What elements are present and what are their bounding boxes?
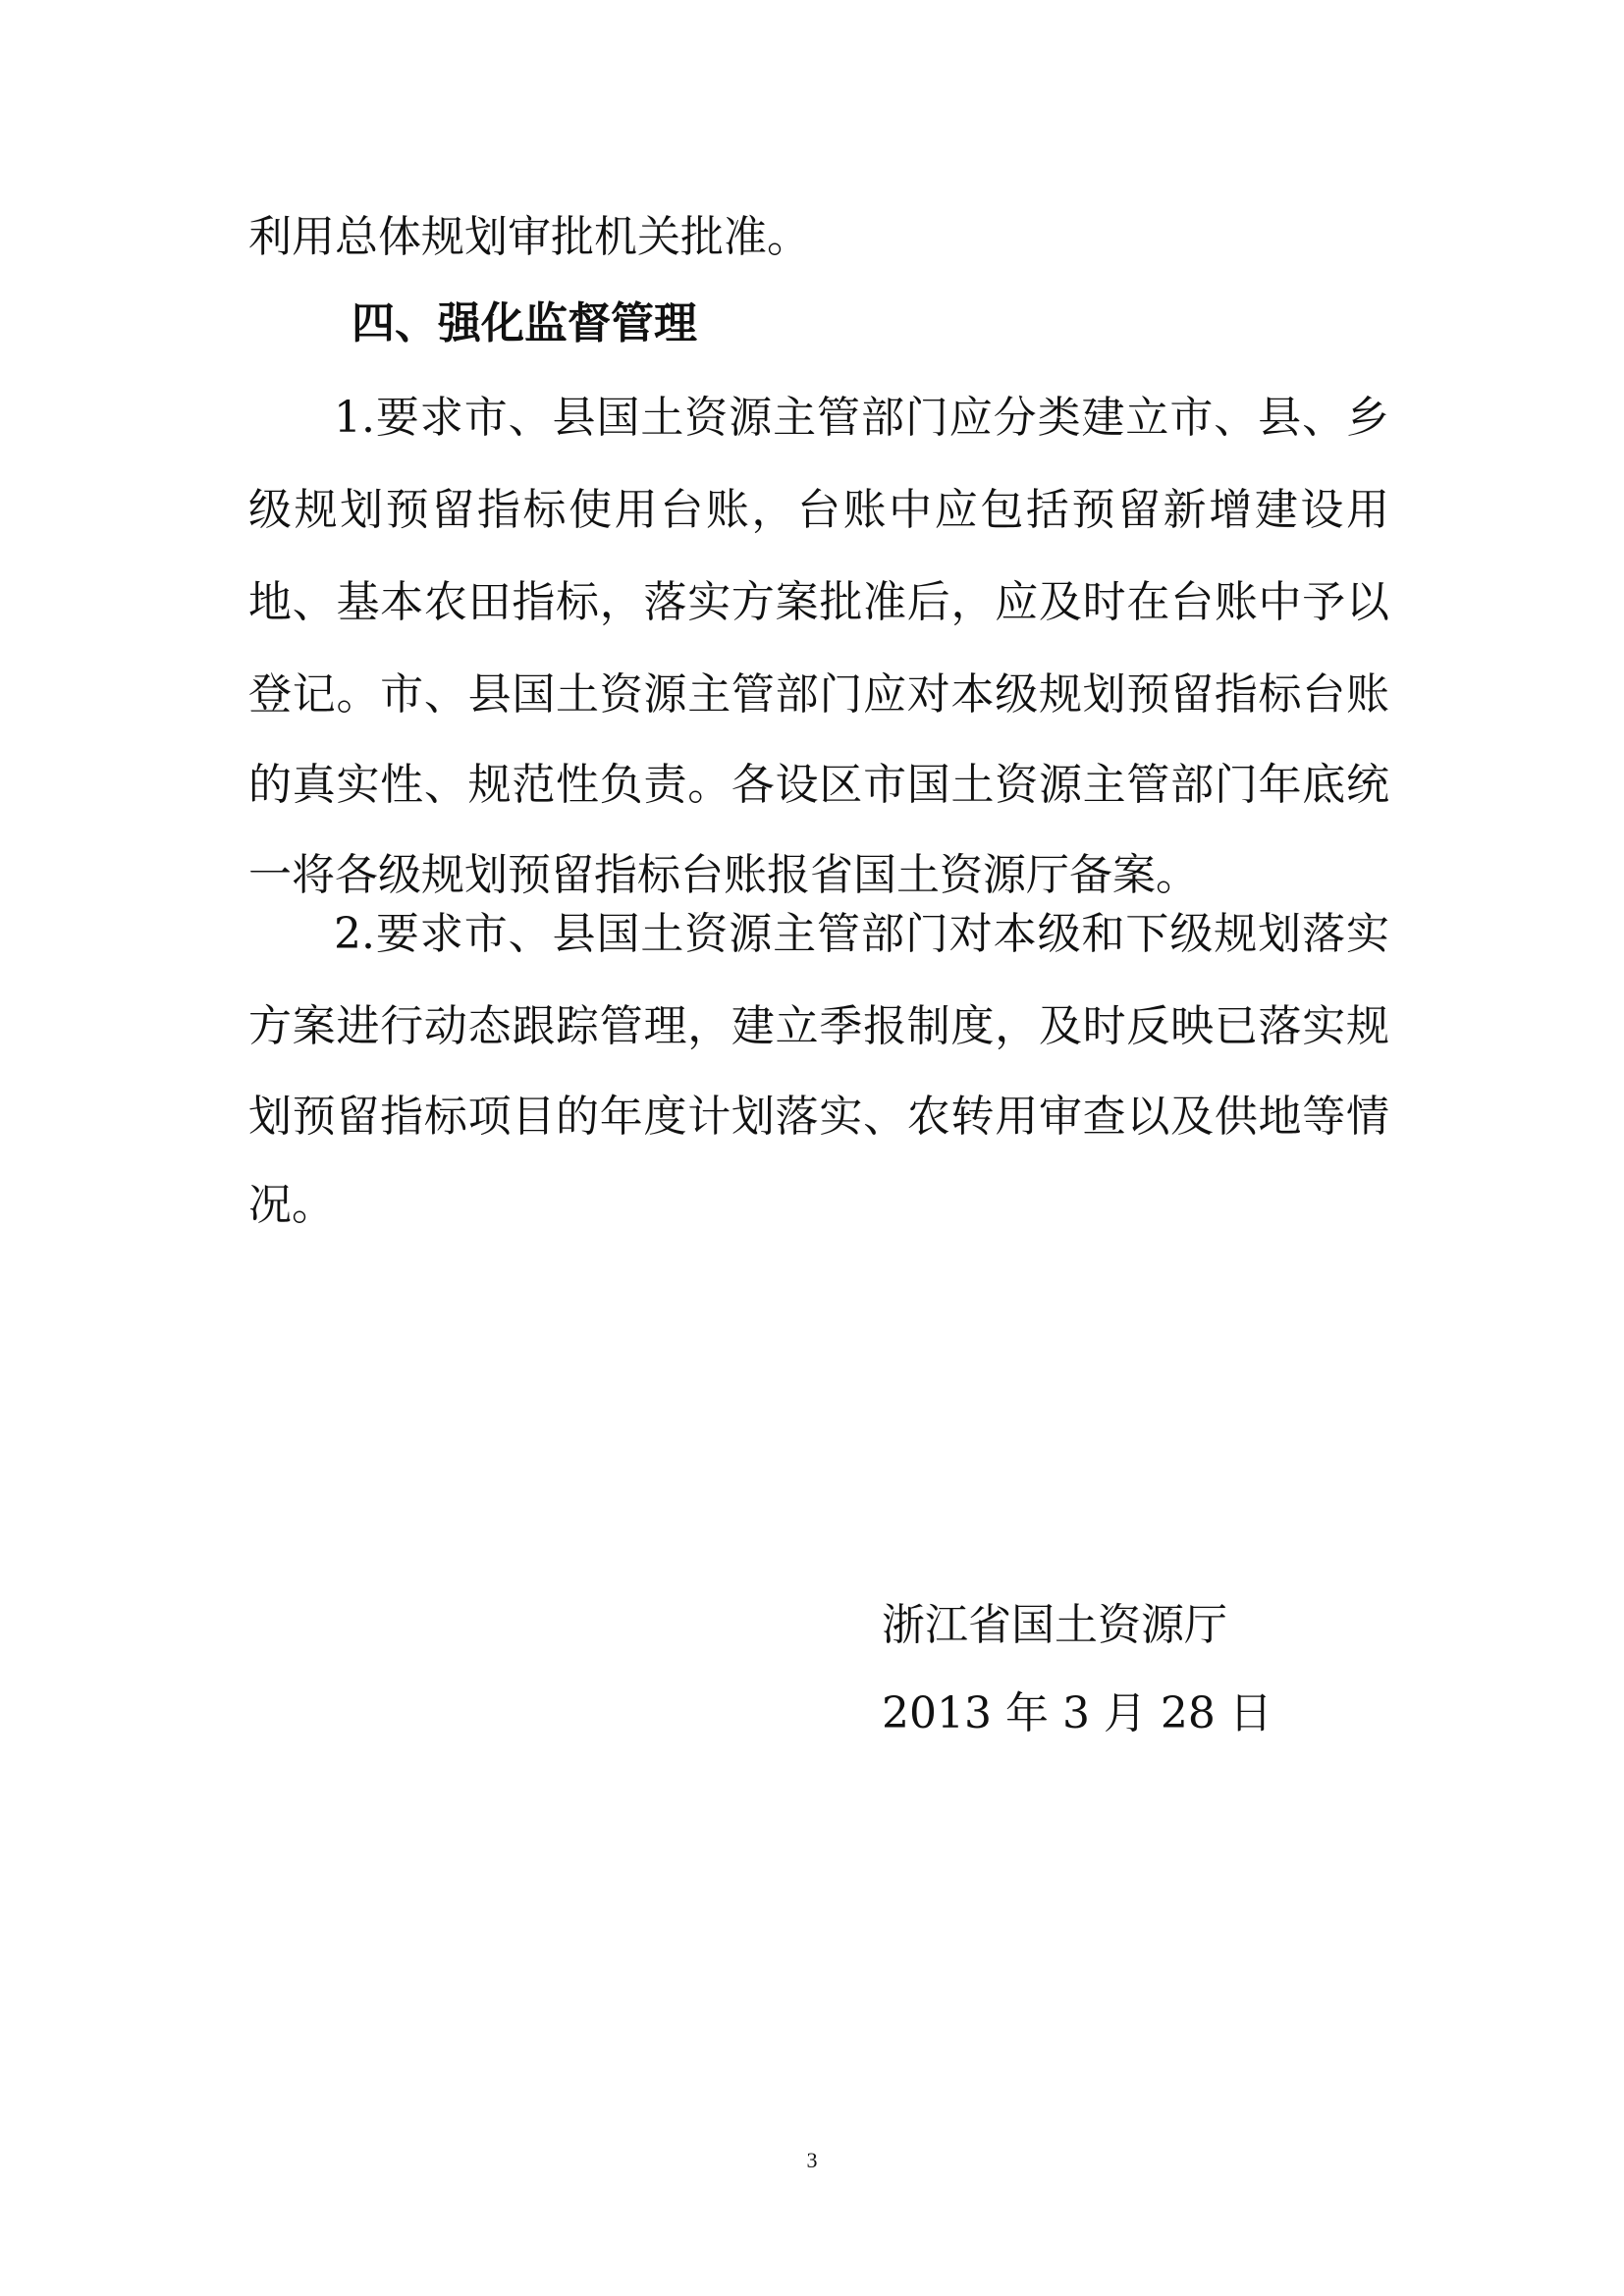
page-number: 3 [806,2148,818,2172]
paragraph-1-line: 地、基本农田指标，落实方案批准后，应及时在台账中予以 [248,577,1389,627]
issue-date: 2013 年 3 月 28 日 [882,1688,1272,1738]
paragraph-1-line: 的真实性、规范性负责。各设区市国土资源主管部门年底统 [248,760,1389,810]
paragraph-2-line: 况。 [248,1180,335,1230]
paragraph-1-line: 级规划预留指标使用台账，台账中应包括预留新增建设用 [248,485,1389,535]
paragraph-1-line: 登记。市、县国土资源主管部门应对本级规划预留指标台账 [248,669,1389,720]
paragraph-2-line: 划预留指标项目的年度计划落实、农转用审查以及供地等情 [248,1092,1389,1142]
paragraph-2-line: 2.要求市、县国土资源主管部门对本级和下级规划落实 [334,909,1389,959]
paragraph-2-line: 方案进行动态跟踪管理，建立季报制度，及时反映已落实规 [248,1001,1389,1051]
continuation-text-line: 利用总体规划审批机关批准。 [248,212,810,262]
issuing-organization: 浙江省国土资源厅 [882,1600,1227,1650]
paragraph-1-line: 1.要求市、县国土资源主管部门应分类建立市、县、乡 [334,393,1389,443]
section-heading: 四、强化监督管理 [352,298,697,348]
paragraph-1-line: 一将各级规划预留指标台账报省国土资源厅备案。 [248,850,1199,900]
